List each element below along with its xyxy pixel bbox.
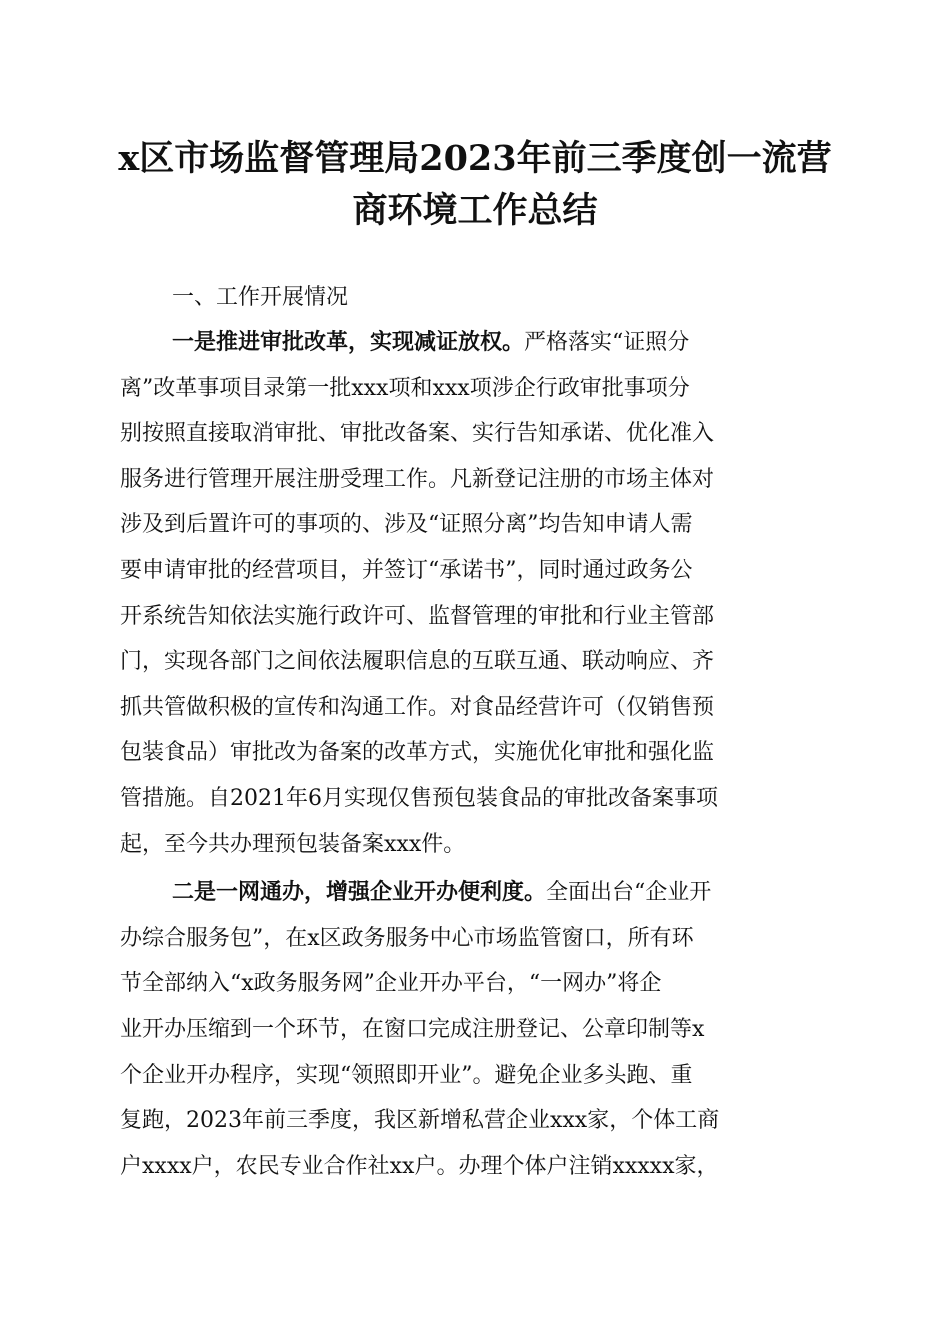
paragraph-line: 复跑，2023年前三季度，我区新增私营企业xxx家，个体工商 bbox=[120, 1108, 720, 1134]
paragraph-line bbox=[120, 320, 830, 366]
document-body bbox=[120, 280, 830, 1189]
paragraph-approval-reform bbox=[120, 320, 830, 867]
paragraph-line: 门，实现各部门之间依法履职信息的互联互通、联动响应、齐 bbox=[120, 649, 715, 675]
paragraph-lead: 二是一网通办，增强企业开办便利度。 bbox=[172, 880, 547, 906]
paragraph-line: 业开办压缩到一个环节，在窗口完成注册登记、公章印制等x bbox=[120, 1016, 705, 1042]
paragraph-line: 包装食品）审批改为备案的改革方式，实施优化审批和强化监 bbox=[120, 740, 715, 766]
paragraph-line: 个企业开办程序，实现“领照即开业”。避免企业多头跑、重 bbox=[120, 1062, 693, 1088]
paragraph-line bbox=[120, 870, 830, 916]
paragraph-line: 开系统告知依法实施行政许可、监督管理的审批和行业主管部 bbox=[120, 603, 715, 629]
paragraph-line: 办综合服务包”，在x区政务服务中心市场监管窗口，所有环 bbox=[120, 925, 694, 951]
title-line-2: 商环境工作总结 bbox=[352, 190, 598, 231]
document-title bbox=[100, 133, 850, 237]
paragraph-line: 服务进行管理开展注册受理工作。凡新登记注册的市场主体对 bbox=[120, 466, 715, 492]
paragraph-one-network bbox=[120, 870, 830, 1189]
section-heading: 一、工作开展情况 bbox=[172, 285, 349, 310]
paragraph-line: 离”改革事项目录第一批xxx项和xxx项涉企行政审批事项分 bbox=[120, 375, 690, 401]
paragraph-text: 全面出台“企业开 bbox=[546, 880, 712, 906]
paragraph-line: 节全部纳入“x政务服务网”企业开办平台，“一网办”将企 bbox=[120, 971, 662, 997]
paragraph-line: 起，至今共办理预包装备案xxx件。 bbox=[120, 831, 466, 857]
paragraph-line: 抓共管做积极的宣传和沟通工作。对食品经营许可（仅销售预 bbox=[120, 694, 715, 720]
paragraph-text: 严格落实“证照分 bbox=[524, 330, 690, 355]
paragraph-line: 户xxxx户，农民专业合作社xx户。办理个体户注销xxxxx家， bbox=[120, 1153, 719, 1179]
paragraph-line: 要申请审批的经营项目，并签订“承诺书”，同时通过政务公 bbox=[120, 557, 693, 583]
paragraph-line: 涉及到后置许可的事项的、涉及“证照分离”均告知申请人需 bbox=[120, 512, 693, 538]
paragraph-line: 管措施。自2021年6月实现仅售预包装食品的审批改备案事项 bbox=[120, 785, 718, 811]
paragraph-line: 别按照直接取消审批、审批改备案、实行告知承诺、优化准入 bbox=[120, 421, 715, 447]
paragraph-lead: 一是推进审批改革，实现减证放权。 bbox=[172, 330, 525, 355]
title-line-1: x区市场监督管理局2023年前三季度创一流营 bbox=[118, 138, 832, 179]
